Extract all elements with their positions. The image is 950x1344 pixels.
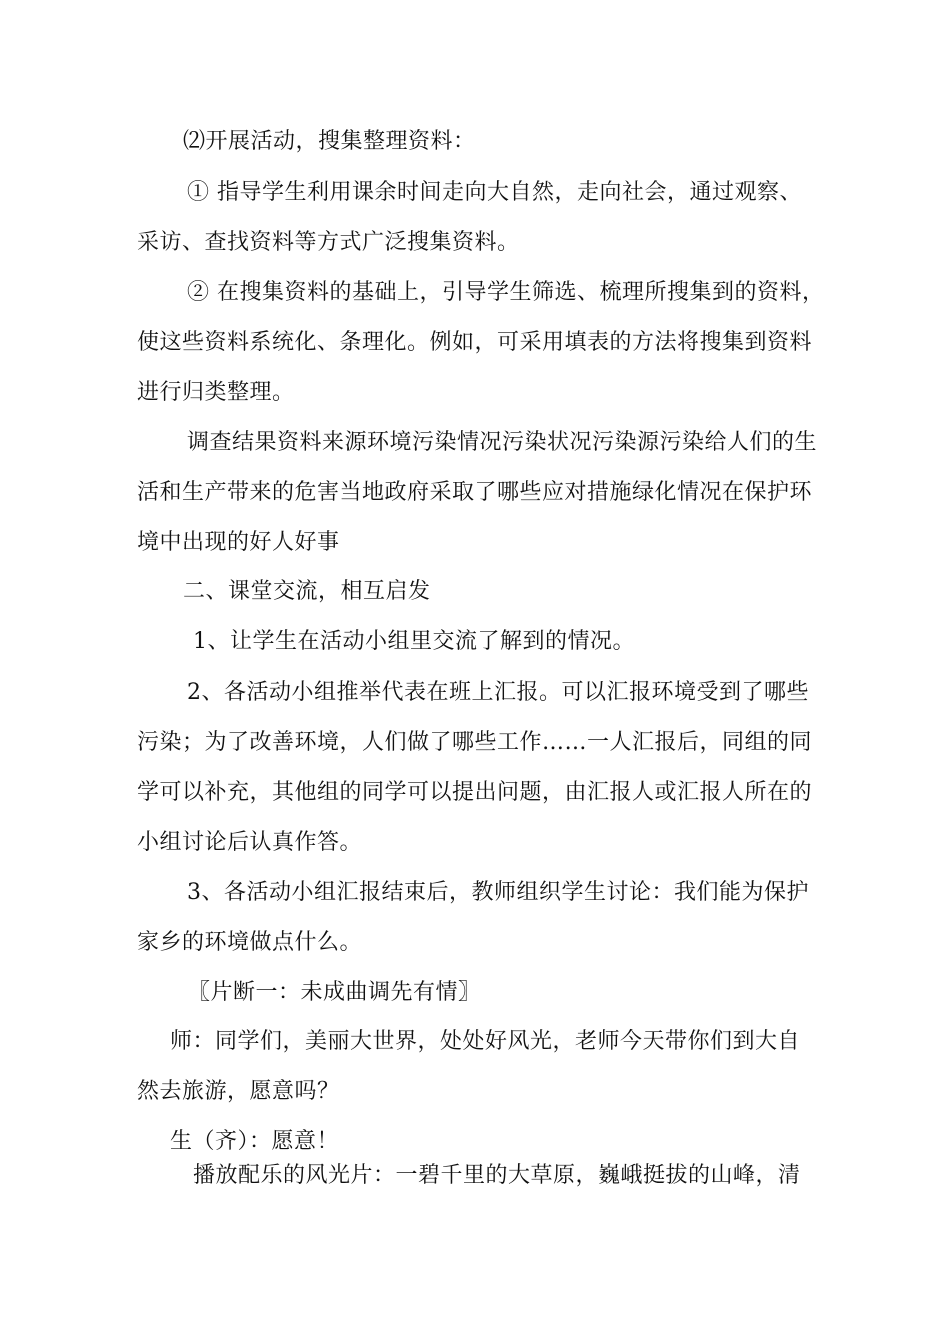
paragraph-line: 1、让学生在活动小组里交流了解到的情况。 bbox=[193, 629, 635, 654]
paragraph-line: 家乡的环境做点什么。 bbox=[137, 930, 363, 955]
paragraph-line: 使这些资料系统化、条理化。例如，可采用填表的方法将搜集到资料 bbox=[137, 330, 813, 355]
paragraph-line: 播放配乐的风光片：一碧千里的大草原，巍峨挺拔的山峰，清 bbox=[193, 1163, 801, 1188]
section-heading: 二、课堂交流，相互启发 bbox=[183, 579, 431, 604]
paragraph-line: 小组讨论后认真作答。 bbox=[137, 830, 363, 855]
fragment-heading: 〖片断一：未成曲调先有情〗 bbox=[188, 980, 481, 1005]
paragraph-line: 境中出现的好人好事 bbox=[137, 530, 340, 555]
paragraph-line: ② 在搜集资料的基础上，引导学生筛选、梳理所搜集到的资料， bbox=[187, 280, 825, 305]
paragraph-line: 进行归类整理。 bbox=[137, 380, 295, 405]
dialogue-line: 师：同学们，美丽大世界，处处好风光，老师今天带你们到大自 bbox=[170, 1029, 801, 1054]
step-heading: ⑵开展活动，搜集整理资料： bbox=[183, 129, 476, 154]
paragraph-line: 调查结果资料来源环境污染情况污染状况污染源污染给人们的生 bbox=[187, 430, 818, 455]
paragraph-line: 2、各活动小组推举代表在班上汇报。可以汇报环境受到了哪些 bbox=[187, 680, 809, 705]
paragraph-line: ① 指导学生利用课余时间走向大自然，走向社会，通过观察、 bbox=[187, 180, 802, 205]
paragraph-line: 污染；为了改善环境，人们做了哪些工作……一人汇报后，同组的同 bbox=[137, 730, 813, 755]
paragraph-line: 活和生产带来的危害当地政府采取了哪些应对措施绿化情况在保护环 bbox=[137, 480, 813, 505]
dialogue-line: 然去旅游，愿意吗？ bbox=[137, 1079, 340, 1104]
paragraph-line: 采访、查找资料等方式广泛搜集资料。 bbox=[137, 230, 520, 255]
dialogue-line: 生（齐）：愿意！ bbox=[170, 1129, 340, 1154]
paragraph-line: 3、各活动小组汇报结束后，教师组织学生讨论：我们能为保护 bbox=[187, 880, 809, 905]
paragraph-line: 学可以补充，其他组的同学可以提出问题，由汇报人或汇报人所在的 bbox=[137, 780, 813, 805]
